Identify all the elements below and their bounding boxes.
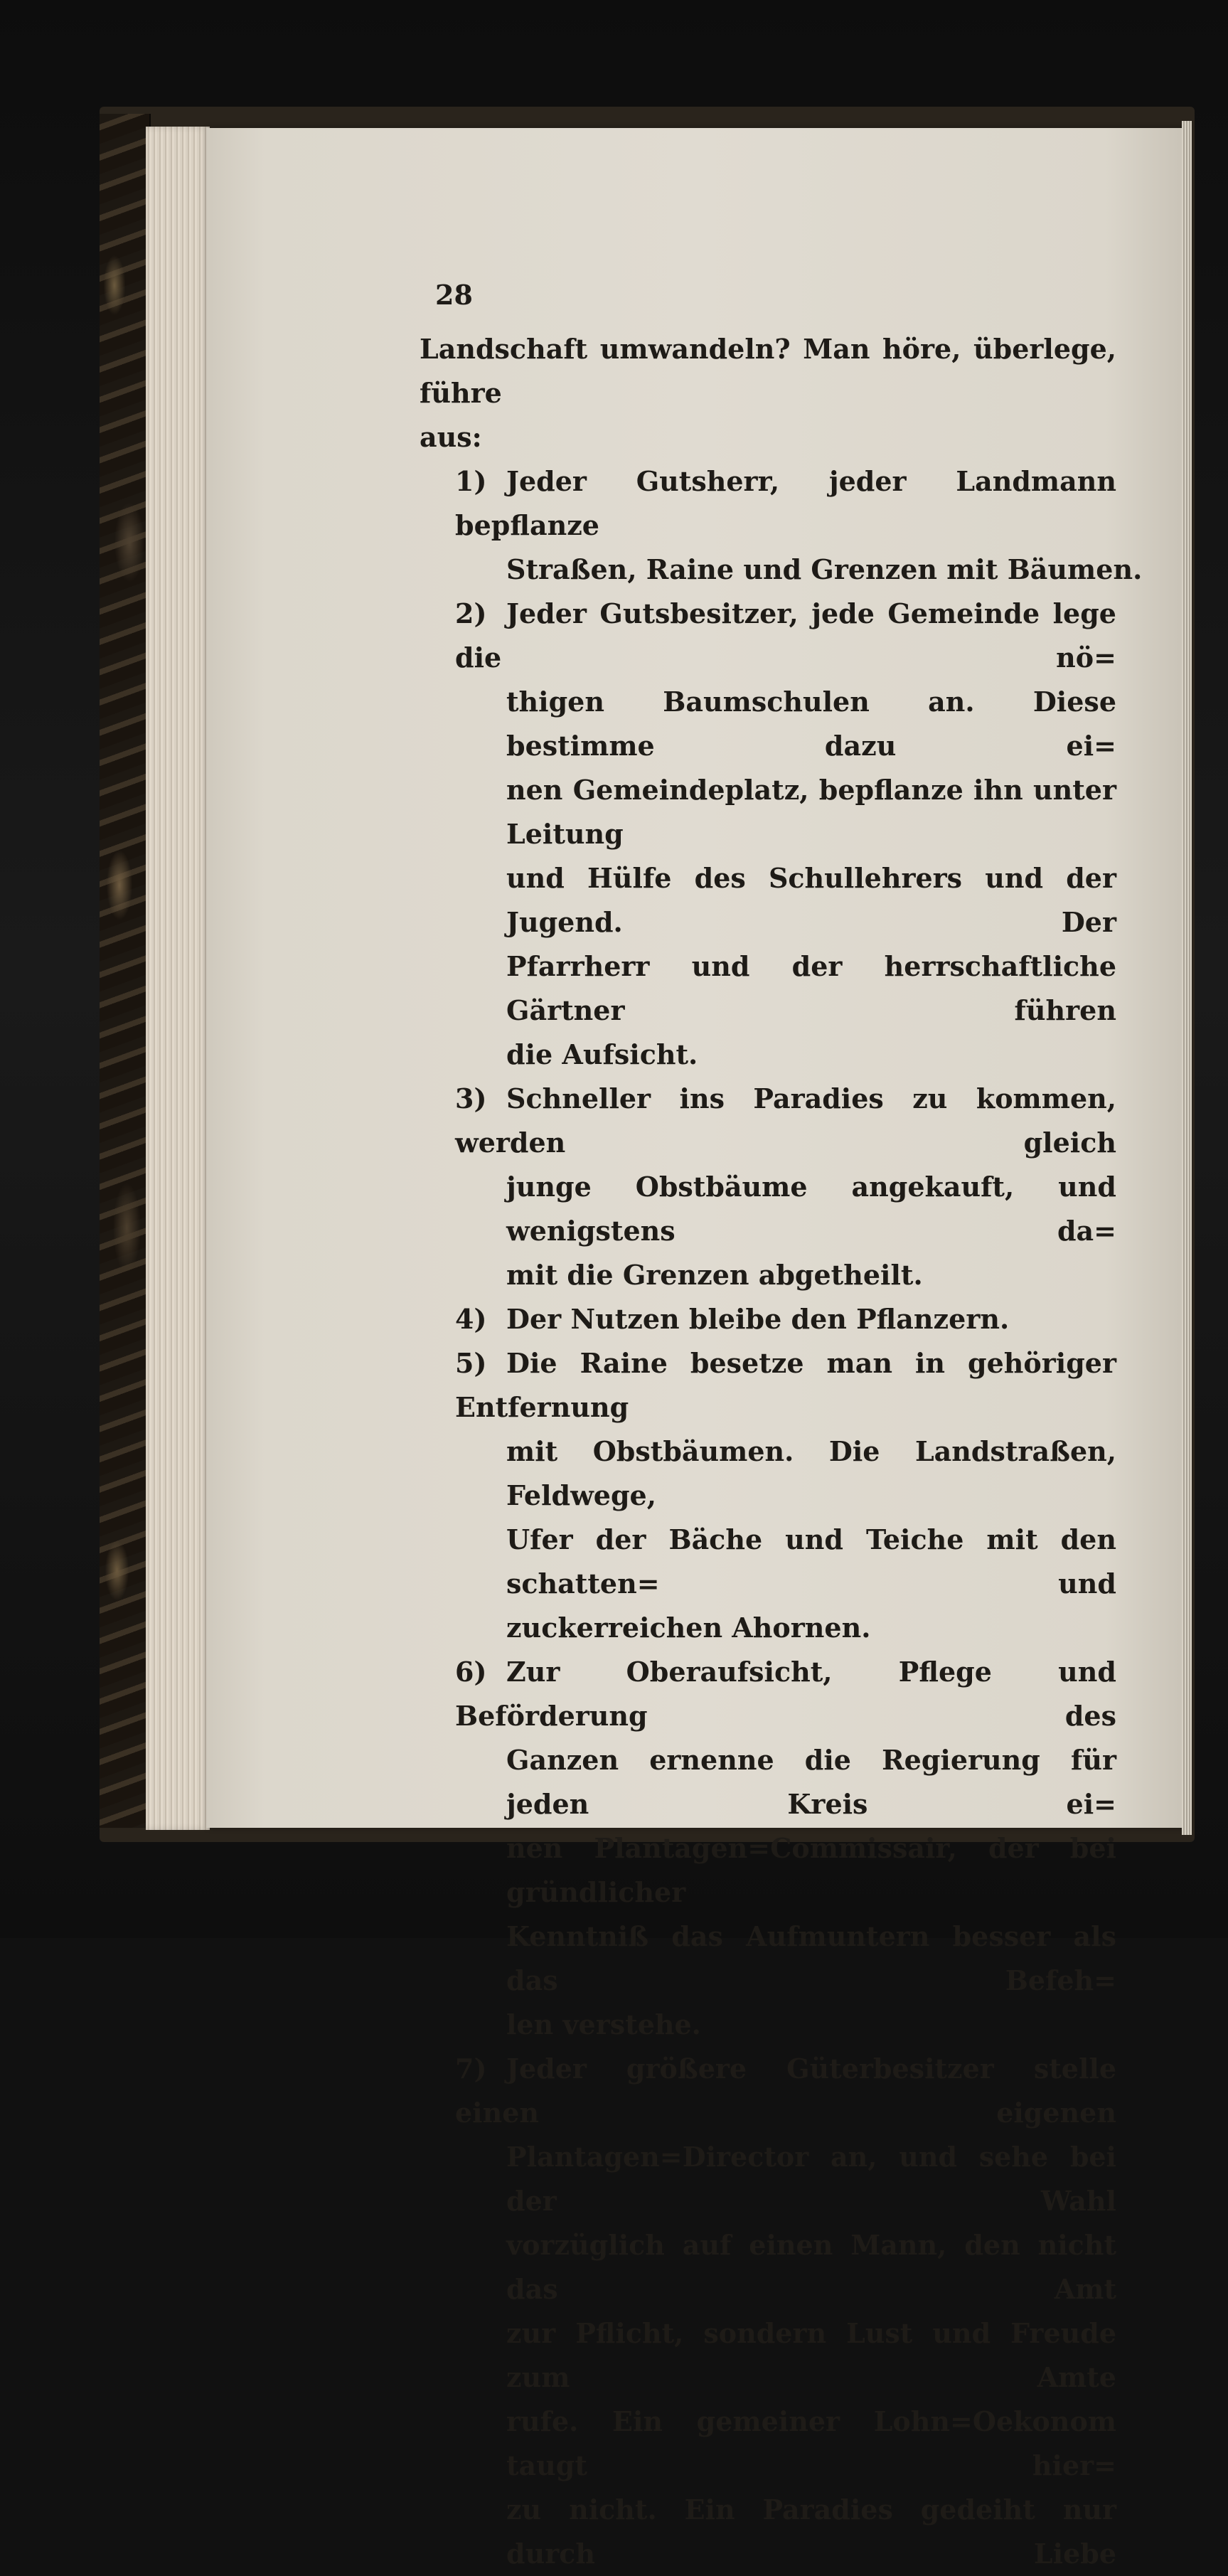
item-line: Jeder größere Güterbesitzer stelle einen eigenen xyxy=(455,2053,1116,2129)
item-line: nen Plantagen=Commissair, der bei gründlicher xyxy=(506,1832,1116,1908)
item-first-line xyxy=(420,2047,1116,2135)
item-line: Straßen, Raine und Grenzen mit Bäumen. xyxy=(506,553,1143,585)
item-line: mit Obstbäumen. Die Landstraßen, Feldwege, xyxy=(506,1435,1116,1511)
page-edges-right xyxy=(1182,121,1192,1835)
page-text xyxy=(420,327,1143,2576)
list-item xyxy=(420,2047,1116,2576)
item-line: zuckerreichen Ahornen. xyxy=(506,1612,871,1644)
item-line: zu nicht. Ein Paradies gedeiht nur durch Liebe xyxy=(506,2493,1116,2570)
item-line: zur Pflicht, sondern Lust und Freude zum Amte xyxy=(506,2317,1116,2393)
list-item xyxy=(420,1650,1116,2047)
item-line: vorzüglich auf einen Mann, den nicht das Amt xyxy=(506,2229,1116,2305)
list-item xyxy=(420,592,1116,1077)
item-line: junge Obstbäume angekauft, und wenigstens da= xyxy=(506,1171,1116,1247)
text-line: aus: xyxy=(420,421,482,453)
item-number: 6) xyxy=(455,1656,487,1688)
item-line: Zur Oberaufsicht, Pflege und Beförderung des xyxy=(455,1656,1116,1732)
marbled-board xyxy=(100,114,151,1828)
item-first-line xyxy=(420,1341,1116,1430)
item-number: 2) xyxy=(455,597,487,629)
item-first-line xyxy=(420,1297,1116,1341)
item-line: Schneller ins Paradies zu kommen, werden gleich xyxy=(455,1082,1116,1159)
item-line: Ganzen ernenne die Regierung für jeden Kreis ei= xyxy=(506,1744,1116,1820)
item-first-line xyxy=(420,459,1116,548)
list-item xyxy=(420,1077,1116,1297)
item-line: Kenntniß das Aufmuntern besser als das Befeh= xyxy=(506,1920,1116,1996)
item-line: Plantagen=Director an, und sehe bei der Wahl xyxy=(506,2141,1116,2217)
item-line: Pfarrherr und der herrschaftliche Gärtner führen xyxy=(506,950,1116,1026)
text-line: Landschaft umwandeln? Man höre, überlege, führe xyxy=(420,333,1116,409)
item-number: 5) xyxy=(455,1347,487,1379)
item-number: 1) xyxy=(455,465,487,497)
list-item xyxy=(420,1341,1116,1650)
item-line: Die Raine besetze man in gehöriger Entfernung xyxy=(455,1347,1116,1423)
item-line: die Aufsicht. xyxy=(506,1038,698,1070)
list-item xyxy=(420,459,1143,592)
item-number: 3) xyxy=(455,1082,487,1114)
item-number: 7) xyxy=(455,2053,487,2085)
item-first-line xyxy=(420,592,1116,680)
item-line: thigen Baumschulen an. Diese bestimme dazu ei= xyxy=(506,686,1116,762)
item-line: mit die Grenzen abgetheilt. xyxy=(506,1259,923,1291)
item-first-line xyxy=(420,1077,1116,1165)
page-edges-left xyxy=(146,127,210,1830)
item-number: 4) xyxy=(455,1303,487,1335)
list-item xyxy=(420,1297,1116,1341)
item-first-line xyxy=(420,1650,1116,1738)
item-line: Jeder Gutsherr, jeder Landmann bepflanze xyxy=(455,465,1116,541)
item-line: Der Nutzen bleibe den Pflanzern. xyxy=(506,1303,1010,1335)
item-line: Jeder Gutsbesitzer, jede Gemeinde lege die nö= xyxy=(455,597,1116,674)
item-line: rufe. Ein gemeiner Lohn=Oekonom taugt hier= xyxy=(506,2405,1116,2481)
page-number: 28 xyxy=(435,279,473,311)
item-line: nen Gemeindeplatz, bepflanze ihn unter Leitung xyxy=(506,774,1116,850)
item-line: Ufer der Bäche und Teiche mit den schatten= und xyxy=(506,1523,1116,1600)
item-line: und Hülfe des Schullehrers und der Jugend. Der xyxy=(506,862,1116,938)
item-line: len verstehe. xyxy=(506,2008,701,2040)
